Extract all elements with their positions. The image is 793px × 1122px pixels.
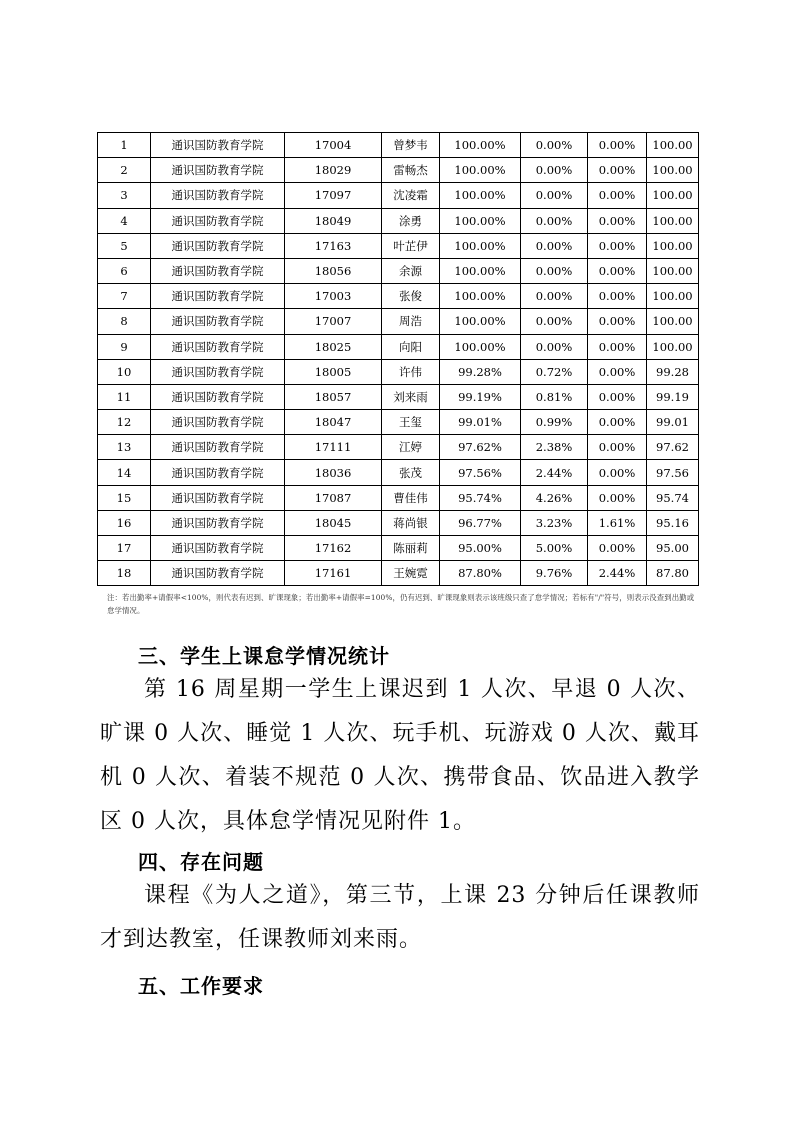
cell-student-name: 叶芷伊 (382, 233, 440, 258)
cell-row-number: 14 (98, 460, 151, 485)
cell-college-name: 通识国防教育学院 (151, 384, 285, 409)
cell-attendance-rate: 87.80% (440, 561, 521, 586)
cell-leave-rate: 2.38% (521, 435, 588, 460)
cell-college-name: 通识国防教育学院 (151, 536, 285, 561)
cell-college-name: 通识国防教育学院 (151, 233, 285, 258)
cell-score: 100.00 (647, 233, 699, 258)
cell-attendance-rate: 100.00% (440, 334, 521, 359)
cell-leave-rate: 2.44% (521, 460, 588, 485)
cell-leave-rate: 0.00% (521, 183, 588, 208)
cell-class-code: 17097 (285, 183, 382, 208)
cell-score: 100.00 (647, 258, 699, 283)
cell-score: 95.74 (647, 485, 699, 510)
cell-college-name: 通识国防教育学院 (151, 410, 285, 435)
table-row (98, 435, 699, 460)
cell-row-number: 16 (98, 510, 151, 535)
cell-row-number: 8 (98, 309, 151, 334)
table-row (98, 460, 699, 485)
cell-score: 97.56 (647, 460, 699, 485)
cell-row-number: 3 (98, 183, 151, 208)
table-row (98, 284, 699, 309)
cell-college-name: 通识国防教育学院 (151, 258, 285, 283)
cell-leave-rate: 0.00% (521, 309, 588, 334)
cell-score: 97.62 (647, 435, 699, 460)
cell-row-number: 5 (98, 233, 151, 258)
table-row (98, 183, 699, 208)
table-row (98, 208, 699, 233)
table-row (98, 384, 699, 409)
cell-class-code: 18047 (285, 410, 382, 435)
cell-score: 100.00 (647, 158, 699, 183)
cell-row-number: 2 (98, 158, 151, 183)
cell-college-name: 通识国防教育学院 (151, 334, 285, 359)
cell-leave-rate: 0.00% (521, 158, 588, 183)
cell-absence-rate: 0.00% (588, 485, 647, 510)
cell-student-name: 张俊 (382, 284, 440, 309)
section-heading-4: 四、存在问题 (138, 850, 264, 874)
table-row (98, 510, 699, 535)
cell-absence-rate: 0.00% (588, 133, 647, 158)
cell-absence-rate: 0.00% (588, 233, 647, 258)
table-row (98, 334, 699, 359)
cell-row-number: 7 (98, 284, 151, 309)
cell-score: 100.00 (647, 208, 699, 233)
cell-student-name: 许伟 (382, 359, 440, 384)
cell-college-name: 通识国防教育学院 (151, 561, 285, 586)
cell-row-number: 18 (98, 561, 151, 586)
cell-college-name: 通识国防教育学院 (151, 359, 285, 384)
cell-leave-rate: 0.00% (521, 284, 588, 309)
cell-leave-rate: 0.81% (521, 384, 588, 409)
cell-leave-rate: 9.76% (521, 561, 588, 586)
cell-attendance-rate: 95.00% (440, 536, 521, 561)
cell-score: 99.28 (647, 359, 699, 384)
cell-class-code: 18056 (285, 258, 382, 283)
cell-absence-rate: 1.61% (588, 510, 647, 535)
cell-attendance-rate: 100.00% (440, 284, 521, 309)
table-footnote: 注：若出勤率+请假率<100%，则代表有迟到、旷课现象；若出勤率+请假率=100%，仍有迟到、旷课现象则表示该班级只查了怠学情况；若标有"/"符号，则表示没查到出勤或怠学情况。 (107, 593, 695, 615)
cell-row-number: 1 (98, 133, 151, 158)
cell-leave-rate: 5.00% (521, 536, 588, 561)
table-row (98, 309, 699, 334)
cell-score: 99.01 (647, 410, 699, 435)
cell-attendance-rate: 100.00% (440, 233, 521, 258)
cell-class-code: 18049 (285, 208, 382, 233)
cell-attendance-rate: 95.74% (440, 485, 521, 510)
cell-class-code: 18005 (285, 359, 382, 384)
cell-row-number: 12 (98, 410, 151, 435)
table-row (98, 233, 699, 258)
cell-leave-rate: 0.72% (521, 359, 588, 384)
cell-absence-rate: 0.00% (588, 435, 647, 460)
cell-student-name: 余源 (382, 258, 440, 283)
cell-row-number: 11 (98, 384, 151, 409)
table-row (98, 485, 699, 510)
table-row (98, 561, 699, 586)
table-row (98, 536, 699, 561)
cell-attendance-rate: 100.00% (440, 258, 521, 283)
cell-class-code: 17111 (285, 435, 382, 460)
cell-student-name: 张茂 (382, 460, 440, 485)
section-heading-3: 三、学生上课怠学情况统计 (138, 644, 390, 668)
cell-score: 100.00 (647, 133, 699, 158)
cell-college-name: 通识国防教育学院 (151, 460, 285, 485)
cell-class-code: 17162 (285, 536, 382, 561)
cell-attendance-rate: 100.00% (440, 208, 521, 233)
cell-college-name: 通识国防教育学院 (151, 485, 285, 510)
cell-class-code: 18036 (285, 460, 382, 485)
cell-absence-rate: 0.00% (588, 359, 647, 384)
cell-score: 99.19 (647, 384, 699, 409)
cell-student-name: 江婷 (382, 435, 440, 460)
table-row (98, 410, 699, 435)
cell-college-name: 通识国防教育学院 (151, 435, 285, 460)
cell-class-code: 18029 (285, 158, 382, 183)
cell-attendance-rate: 96.77% (440, 510, 521, 535)
cell-class-code: 17087 (285, 485, 382, 510)
cell-attendance-rate: 100.00% (440, 183, 521, 208)
section-paragraph-4: 课程《为人之道》，第三节，上课 23 分钟后任课教师才到达教室，任课教师刘来雨。 (100, 883, 700, 952)
cell-row-number: 13 (98, 435, 151, 460)
cell-college-name: 通识国防教育学院 (151, 208, 285, 233)
cell-attendance-rate: 99.28% (440, 359, 521, 384)
cell-student-name: 王玺 (382, 410, 440, 435)
table-row (98, 359, 699, 384)
section-heading-5: 五、工作要求 (138, 974, 264, 998)
cell-row-number: 17 (98, 536, 151, 561)
cell-student-name: 沈凌霜 (382, 183, 440, 208)
cell-college-name: 通识国防教育学院 (151, 510, 285, 535)
cell-attendance-rate: 100.00% (440, 309, 521, 334)
section-paragraph-3: 第 16 周星期一学生上课迟到 1 人次、早退 0 人次、旷课 0 人次、睡觉 1 人次、玩手机、玩游戏 0 人次、戴耳机 0 人次、着装不规范 0 人次、携带食品、饮品进入教学区 0 人次，具体怠学情况见附件 1。 (100, 677, 700, 834)
cell-absence-rate: 0.00% (588, 284, 647, 309)
attendance-table-body (98, 133, 699, 586)
cell-student-name: 曹佳伟 (382, 485, 440, 510)
cell-absence-rate: 0.00% (588, 384, 647, 409)
cell-leave-rate: 0.99% (521, 410, 588, 435)
cell-student-name: 曾梦韦 (382, 133, 440, 158)
cell-class-code: 17003 (285, 284, 382, 309)
cell-absence-rate: 0.00% (588, 309, 647, 334)
cell-class-code: 18045 (285, 510, 382, 535)
cell-student-name: 刘来雨 (382, 384, 440, 409)
cell-class-code: 18057 (285, 384, 382, 409)
cell-row-number: 4 (98, 208, 151, 233)
cell-score: 100.00 (647, 309, 699, 334)
cell-student-name: 涂勇 (382, 208, 440, 233)
cell-class-code: 17007 (285, 309, 382, 334)
cell-attendance-rate: 99.01% (440, 410, 521, 435)
cell-absence-rate: 0.00% (588, 183, 647, 208)
cell-attendance-rate: 100.00% (440, 133, 521, 158)
cell-score: 100.00 (647, 334, 699, 359)
cell-attendance-rate: 99.19% (440, 384, 521, 409)
cell-student-name: 周浩 (382, 309, 440, 334)
cell-leave-rate: 0.00% (521, 258, 588, 283)
cell-college-name: 通识国防教育学院 (151, 284, 285, 309)
cell-attendance-rate: 100.00% (440, 158, 521, 183)
cell-student-name: 蒋尚银 (382, 510, 440, 535)
cell-row-number: 10 (98, 359, 151, 384)
cell-score: 95.00 (647, 536, 699, 561)
cell-class-code: 17004 (285, 133, 382, 158)
cell-college-name: 通识国防教育学院 (151, 183, 285, 208)
cell-attendance-rate: 97.56% (440, 460, 521, 485)
table-row (98, 133, 699, 158)
cell-student-name: 王婉霓 (382, 561, 440, 586)
cell-score: 95.16 (647, 510, 699, 535)
cell-absence-rate: 2.44% (588, 561, 647, 586)
table-row (98, 158, 699, 183)
cell-attendance-rate: 97.62% (440, 435, 521, 460)
cell-class-code: 17161 (285, 561, 382, 586)
cell-absence-rate: 0.00% (588, 258, 647, 283)
cell-student-name: 雷畅杰 (382, 158, 440, 183)
cell-leave-rate: 4.26% (521, 485, 588, 510)
cell-college-name: 通识国防教育学院 (151, 158, 285, 183)
cell-absence-rate: 0.00% (588, 208, 647, 233)
cell-leave-rate: 3.23% (521, 510, 588, 535)
cell-absence-rate: 0.00% (588, 158, 647, 183)
cell-row-number: 15 (98, 485, 151, 510)
cell-absence-rate: 0.00% (588, 460, 647, 485)
cell-score: 100.00 (647, 183, 699, 208)
cell-class-code: 17163 (285, 233, 382, 258)
cell-score: 100.00 (647, 284, 699, 309)
cell-student-name: 向阳 (382, 334, 440, 359)
cell-absence-rate: 0.00% (588, 334, 647, 359)
cell-class-code: 18025 (285, 334, 382, 359)
attendance-table (97, 132, 699, 586)
table-row (98, 258, 699, 283)
cell-leave-rate: 0.00% (521, 233, 588, 258)
cell-college-name: 通识国防教育学院 (151, 309, 285, 334)
cell-absence-rate: 0.00% (588, 410, 647, 435)
cell-leave-rate: 0.00% (521, 133, 588, 158)
cell-row-number: 9 (98, 334, 151, 359)
cell-college-name: 通识国防教育学院 (151, 133, 285, 158)
cell-leave-rate: 0.00% (521, 334, 588, 359)
cell-absence-rate: 0.00% (588, 536, 647, 561)
cell-score: 87.80 (647, 561, 699, 586)
cell-row-number: 6 (98, 258, 151, 283)
cell-student-name: 陈丽莉 (382, 536, 440, 561)
cell-leave-rate: 0.00% (521, 208, 588, 233)
